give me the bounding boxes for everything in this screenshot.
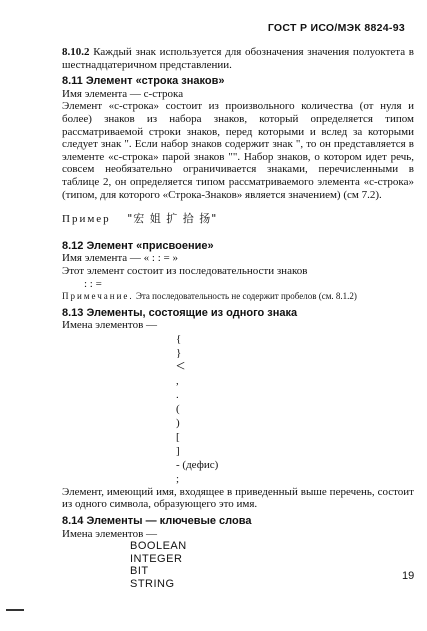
symbol-item: . xyxy=(176,388,179,401)
symbol-item: { xyxy=(176,332,182,345)
page-content xyxy=(62,46,414,591)
keyword-item: STRING xyxy=(130,578,175,591)
symbol-list xyxy=(62,332,414,486)
element-name-line: Имя элемента — « : : = » xyxy=(62,252,178,265)
paragraph-8-13: Элемент, имеющий имя, входящее в приведенный выше перечень, состоит из одного символа, образующего это имя. xyxy=(62,485,414,511)
paragraph-8-11: Элемент «с-строка» состоит из произвольного количества (от нуля и более) знаков из набора знаков, который определяется типом рассматриваемой строки знаков, перед которыми и вслед за которыми следует знак ". Если набор знаков содержит знак ", то он представляется в элементе «с-строка» парой знаков "". Набор знаков, о котором идет речь, совсем необязательно ограничивается знаками, перечисленными в таблице 2, он определяется типом рассматриваемого элемента «с-строка» (типом, для которого «Строка-Знаков» является значением) (см 7.2). xyxy=(62,100,414,201)
paragraph-text: Каждый знак используется для обозначения значения полуоктета в шестнадцатеричном представлении. xyxy=(62,46,414,71)
section-heading-8-14: 8.14 Элементы — ключевые слова xyxy=(62,515,252,528)
element-name-line: Имя элемента — с-строка xyxy=(62,87,184,100)
section-heading-8-11: 8.11 Элемент «строка знаков» xyxy=(62,75,225,88)
symbol-item: - (дефис) xyxy=(176,458,219,471)
page-number: 19 xyxy=(402,570,415,582)
symbol-item: ( xyxy=(176,402,180,415)
keyword-item: BIT xyxy=(130,565,149,578)
para-8-10-2 xyxy=(62,46,414,71)
element-names-line: Имена элементов — xyxy=(62,319,158,332)
symbol-item: [ xyxy=(176,430,180,443)
keyword-list xyxy=(62,540,414,590)
section-heading-8-12: 8.12 Элемент «присвоение» xyxy=(62,239,214,252)
sequence-line: : : = xyxy=(84,277,102,290)
page-header: ГОСТ Р ИСО/МЭК 8824-93 xyxy=(267,22,405,34)
example-label: Пример xyxy=(62,213,111,226)
symbol-item: ; xyxy=(176,472,180,485)
symbol-item: ) xyxy=(176,416,180,429)
section-heading-8-13: 8.13 Элементы, состоящие из одного знака xyxy=(62,306,298,319)
element-names-line: Имена элементов — xyxy=(62,527,158,540)
section-number: 8.10.2 xyxy=(62,46,90,58)
symbol-item: < xyxy=(176,357,186,375)
symbol-item: ] xyxy=(176,444,180,457)
keyword-item: BOOLEAN xyxy=(130,540,187,553)
symbol-item: } xyxy=(176,346,182,359)
scan-mark xyxy=(6,609,24,611)
note-text: Эта последовательность не содержит пробелов (см. 8.1.2) xyxy=(135,291,357,302)
paragraph-8-12: Этот элемент состоит из последовательности знаков xyxy=(62,264,308,277)
example-line xyxy=(62,213,414,226)
example-value: "宏 姐 扩 拾 扬" xyxy=(127,212,218,226)
symbol-item: , xyxy=(176,374,179,387)
note-label: Примечание. xyxy=(62,291,134,302)
keyword-item: INTEGER xyxy=(130,552,183,565)
note-line xyxy=(62,290,414,303)
